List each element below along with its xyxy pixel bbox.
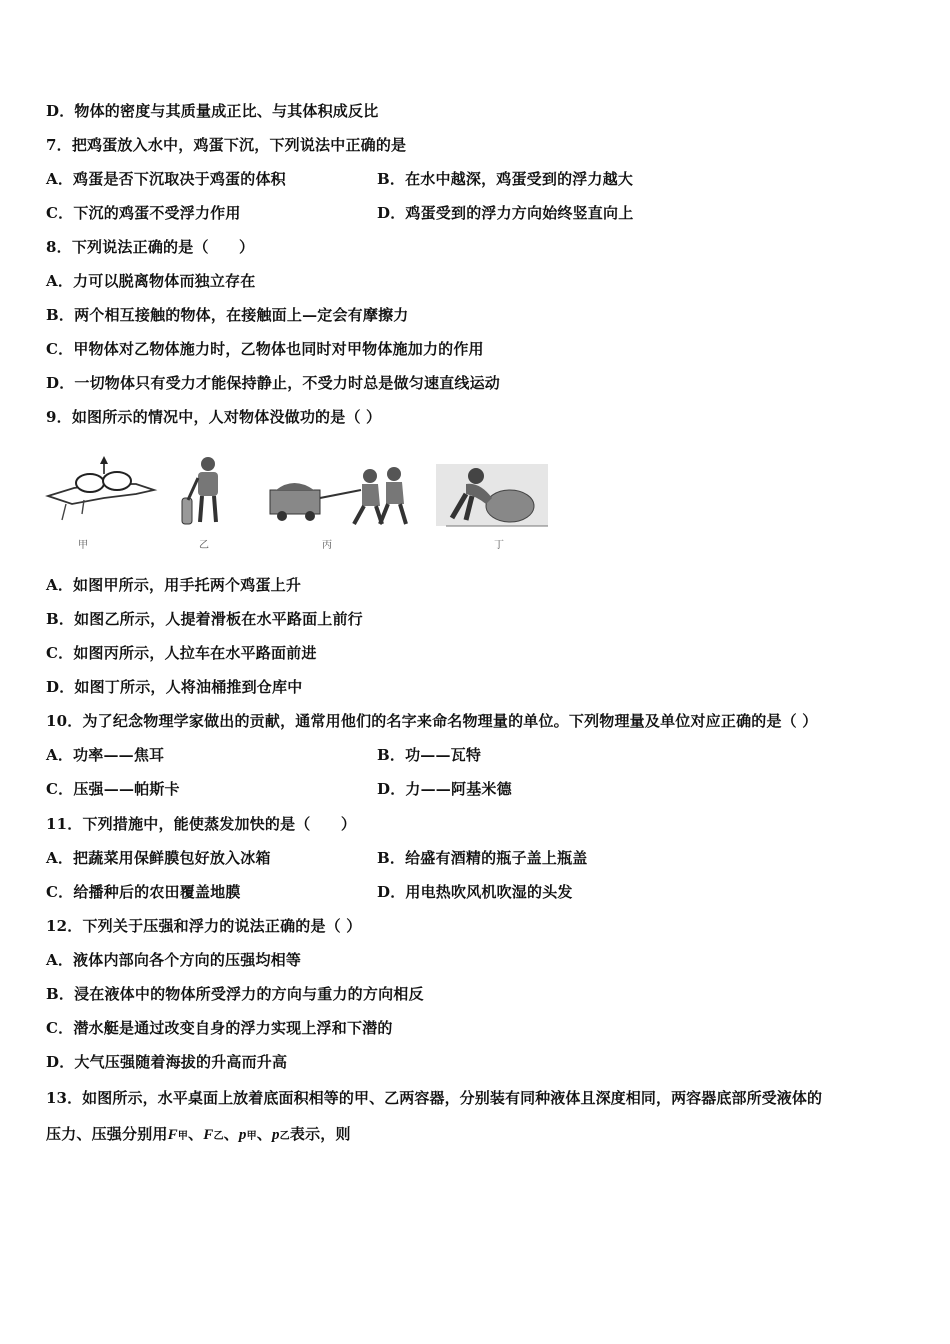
q11-option-c: C．给播种后的农田覆盖地膜 xyxy=(46,883,241,901)
q11-option-b: B．给盛有酒精的瓶子盖上瓶盖 xyxy=(377,849,588,867)
q11-option-a: A．把蔬菜用保鲜膜包好放入冰箱 xyxy=(46,849,271,867)
q13-sub-jia: 甲 xyxy=(177,1131,189,1142)
q12-option-c: C．潜水艇是通过改变自身的浮力实现上浮和下潜的 xyxy=(46,1019,393,1037)
q7-option-c: C．下沉的鸡蛋不受浮力作用 xyxy=(46,204,241,222)
caption-jia: 甲 xyxy=(78,540,88,551)
q7-option-a: A．鸡蛋是否下沉取决于鸡蛋的体积 xyxy=(46,170,286,188)
question-10: 10．为了纪念物理学家做出的贡献，通常用他们的名字来命名物理量的单位。下列物理量及单位对应正确的是（ ） xyxy=(46,712,818,730)
q13-text-post: 表示，则 xyxy=(289,1125,351,1143)
question-12: 12．下列关于压强和浮力的说法正确的是（ ） xyxy=(46,917,362,935)
caption-yi: 乙 xyxy=(199,540,209,551)
q13-symbol-F: F xyxy=(167,1127,178,1143)
question-7: 7．把鸡蛋放入水中，鸡蛋下沉，下列说法中正确的是 xyxy=(46,136,407,154)
q13-sub-yi-2: 乙 xyxy=(279,1131,290,1142)
q10-option-b: B．功——瓦特 xyxy=(377,746,482,764)
q13-sub-jia-2: 甲 xyxy=(246,1131,257,1142)
q9-option-a: A．如图甲所示，用手托两个鸡蛋上升 xyxy=(46,576,302,594)
q8-option-c: C．甲物体对乙物体施力时，乙物体也同时对甲物体施加力的作用 xyxy=(46,340,484,358)
q12-option-b: B．浸在液体中的物体所受浮力的方向与重力的方向相反 xyxy=(46,985,424,1003)
question-11: 11．下列措施中，能使蒸发加快的是（ ） xyxy=(46,815,357,833)
q8-option-b: B．两个相互接触的物体，在接触面上—定会有摩擦力 xyxy=(46,306,409,324)
question-13-line-2 xyxy=(46,1124,351,1147)
option-d-density: D．物体的密度与其质量成正比、与其体积成反比 xyxy=(46,102,379,120)
caption-bing: 丙 xyxy=(322,540,332,551)
q13-symbol-p: p xyxy=(238,1127,247,1143)
q9-option-d: D．如图丁所示，人将油桶推到仓库中 xyxy=(46,678,303,696)
q12-option-a: A．液体内部向各个方向的压强均相等 xyxy=(46,951,302,969)
q8-option-d: D．一切物体只有受力才能保持静止，不受力时总是做匀速直线运动 xyxy=(46,374,501,392)
q7-option-d: D．鸡蛋受到的浮力方向始终竖直向上 xyxy=(377,204,634,222)
figure-yi-person-with-skateboard xyxy=(174,454,234,534)
q9-option-c: C．如图丙所示，人拉车在水平路面前进 xyxy=(46,644,317,662)
q13-text-pre: 压力、压强分别用 xyxy=(46,1125,168,1143)
q11-option-d: D．用电热吹风机吹湿的头发 xyxy=(377,883,573,901)
q7-option-b: B．在水中越深，鸡蛋受到的浮力越大 xyxy=(377,170,634,188)
figure-jia-eggs-on-hand xyxy=(44,454,159,534)
q10-option-d: D．力——阿基米德 xyxy=(377,780,512,798)
q13-sep-1: 、 xyxy=(188,1125,204,1143)
q10-option-c: C．压强——帕斯卡 xyxy=(46,780,180,798)
q10-option-a: A．功率——焦耳 xyxy=(46,746,165,764)
q12-option-d: D．大气压强随着海拔的升高而升高 xyxy=(46,1053,288,1071)
q13-sep-2: 、 xyxy=(223,1125,239,1143)
q13-symbol-F2: F xyxy=(203,1127,214,1143)
q13-sep-3: 、 xyxy=(256,1125,272,1143)
question-8: 8．下列说法正确的是（ ） xyxy=(46,238,255,256)
figure-bing-pulling-cart xyxy=(266,454,411,534)
question-9-figure xyxy=(44,454,554,554)
q13-sub-yi: 乙 xyxy=(213,1131,224,1142)
q9-option-b: B．如图乙所示，人提着滑板在水平路面上前行 xyxy=(46,610,363,628)
figure-ding-pushing-barrel xyxy=(436,454,548,534)
caption-ding: 丁 xyxy=(494,540,504,551)
q8-option-a: A．力可以脱离物体而独立存在 xyxy=(46,272,256,290)
question-13-line-1: 13．如图所示，水平桌面上放着底面积相等的甲、乙两容器，分别装有同种液体且深度相同，两容器底部所受液体的 xyxy=(46,1089,823,1107)
question-9: 9．如图所示的情况中，人对物体没做功的是（ ） xyxy=(46,408,382,426)
q13-symbol-p2: p xyxy=(271,1127,280,1143)
